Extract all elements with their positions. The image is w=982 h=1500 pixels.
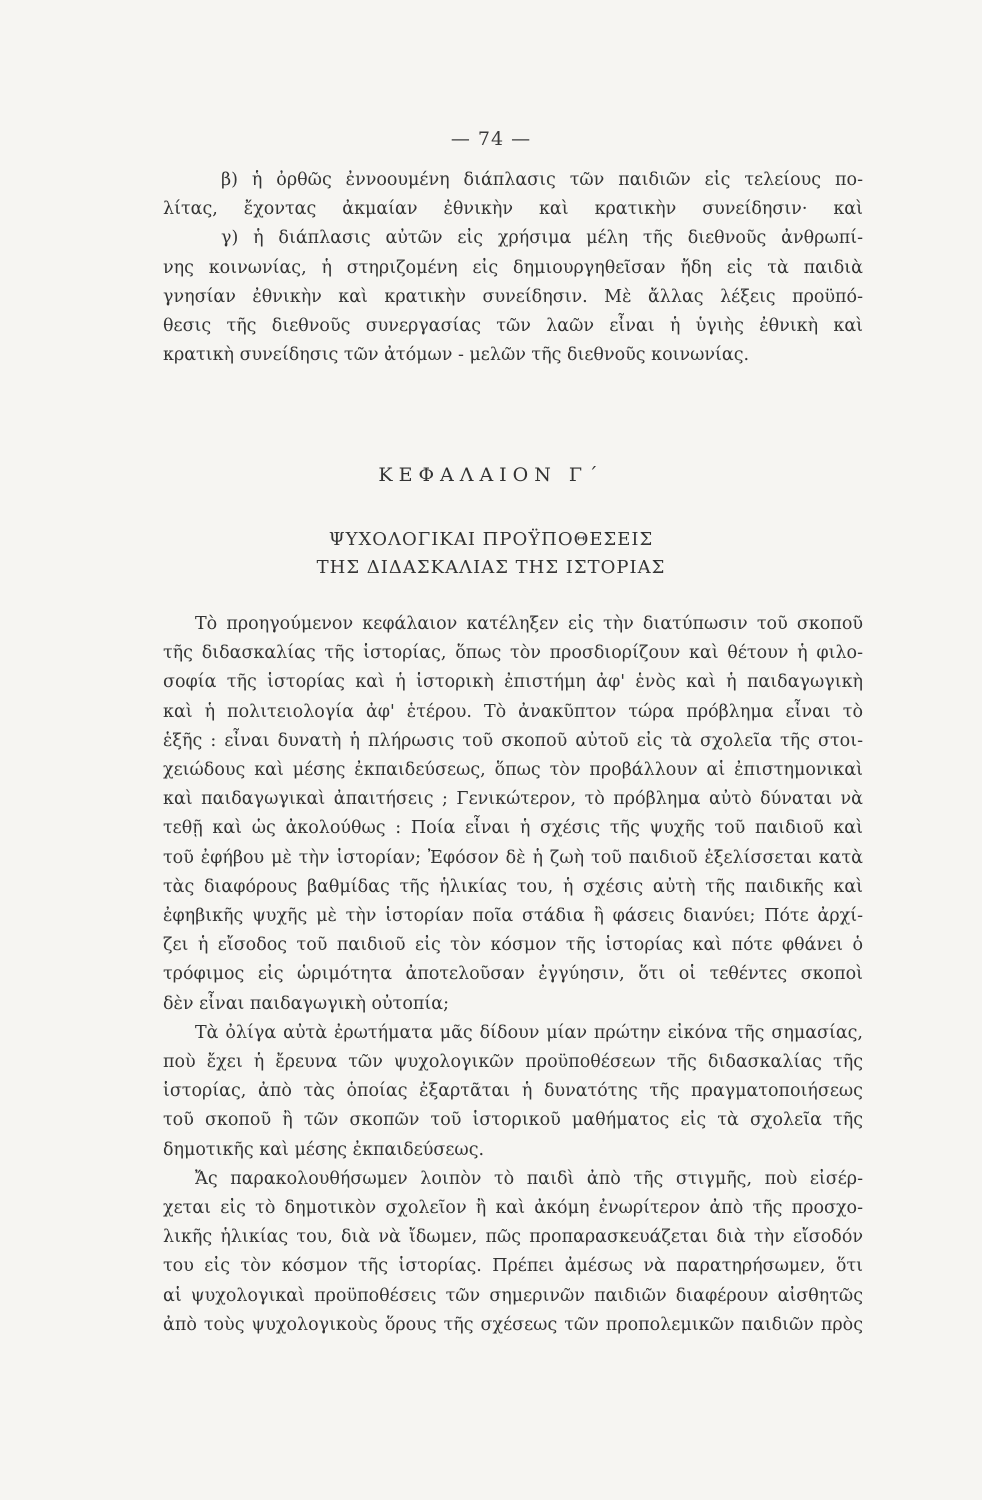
text-line: γ) ἡ διάπλασις αὐτῶν εἰς χρήσιμα μέλη τῆς διεθνοῦς ἀνθρωπί- xyxy=(221,228,863,249)
text-line: ἑξῆς : εἶναι δυνατὴ ἡ πλήρωσις τοῦ σκοποῦ αὐτοῦ εἰς τὰ σχολεῖα τῆς στοι- xyxy=(163,730,863,751)
body-text xyxy=(163,610,863,1340)
text-line: θεσις τῆς διεθνοῦς συνεργασίας τῶν λαῶν εἶναι ἡ ὑγιὴς ἐθνικὴ καὶ xyxy=(163,316,863,337)
text-line: τοῦ ἐφήβου μὲ τὴν ἱστορίαν; Ἐφόσον δὲ ἡ ζωὴ τοῦ παιδιοῦ ἐξελίσσεται κατὰ xyxy=(163,847,863,868)
text-line: ἀπὸ τοὺς ψυχολογικοὺς ὅρους τῆς σχέσεως τῶν προπολεμικῶν παιδιῶν πρὸς xyxy=(163,1314,863,1335)
text-line: λίτας, ἔχοντας ἀκμαίαν ἐθνικὴν καὶ κρατικὴν συνείδησιν· καὶ xyxy=(163,199,863,220)
text-line: τρόφιμος εἰς ὡριμότητα ἀποτελοῦσαν ἐγγύησιν, ὅτι οἱ τεθέντες σκοποὶ xyxy=(163,964,863,985)
text-line: κρατικὴ συνείδησις τῶν ἀτόμων - μελῶν τῆς διεθνοῦς κοινωνίας. xyxy=(163,345,750,366)
text-line: καὶ παιδαγωγικαὶ ἀπαιτήσεις ; Γενικώτερον, τὸ πρόβλημα αὐτὸ δύναται νὰ xyxy=(163,789,863,810)
text-line: λικῆς ἡλικίας του, διὰ νὰ ἴδωμεν, πῶς προπαρασκευάζεται διὰ τὴν εἴσοδόν xyxy=(163,1227,863,1248)
text-line: τοῦ σκοποῦ ἢ τῶν σκοπῶν τοῦ ἱστορικοῦ μαθήματος εἰς τὰ σχολεῖα τῆς xyxy=(163,1110,863,1131)
text-line: αἱ ψυχολογικαὶ προϋποθέσεις τῶν σημερινῶν παιδιῶν διαφέρουν αἰσθητῶς xyxy=(163,1285,863,1306)
text-line: γνησίαν ἐθνικὴν καὶ κρατικὴν συνείδησιν. Μὲ ἄλλας λέξεις προϋπό- xyxy=(163,286,863,307)
text-line: ἐφηβικῆς ψυχῆς μὲ τὴν ἱστορίαν ποῖα στάδια ἢ φάσεις διανύει; Πότε ἀρχί- xyxy=(163,906,863,927)
text-line: Τὸ προηγούμενον κεφάλαιον κατέληξεν εἰς τὴν διατύπωσιν τοῦ σκοποῦ xyxy=(195,614,863,634)
page-number: — 74 — xyxy=(450,128,532,150)
text-line: χειώδους καὶ μέσης ἐκπαιδεύσεως, ὅπως τὸν προβάλλουν αἱ ἐπιστημονικαὶ xyxy=(163,760,863,781)
text-line: χεται εἰς τὸ δημοτικὸν σχολεῖον ἢ καὶ ἀκόμη ἐνωρίτερον ἀπὸ τῆς προσχο- xyxy=(163,1198,863,1219)
text-line: δὲν εἶναι παιδαγωγικὴ οὐτοπία; xyxy=(163,993,449,1014)
text-line: σοφία τῆς ἱστορίας καὶ ἡ ἱστορικὴ ἐπιστήμη ἀφ' ἑνὸς καὶ ἡ παιδαγωγικὴ xyxy=(163,672,863,693)
chapter-title xyxy=(0,526,982,582)
text-line: ποὺ ἔχει ἡ ἔρευνα τῶν ψυχολογικῶν προϋποθέσεων τῆς διδασκαλίας τῆς xyxy=(163,1052,863,1073)
text-line: τὰς διαφόρους βαθμίδας τῆς ἡλικίας του, ἡ σχέσις αὐτὴ τῆς παιδικῆς καὶ xyxy=(163,876,863,897)
text-line: καὶ ἡ πολιτειολογία ἀφ' ἑτέρου. Τὸ ἀνακῦπτον τώρα πρόβλημα εἶναι τὸ xyxy=(163,701,863,722)
chapter-heading: ΚΕΦΑΛΑΙΟΝ Γ΄ xyxy=(378,464,604,486)
text-line: Ἄς παρακολουθήσωμεν λοιπὸν τὸ παιδὶ ἀπὸ τῆς στιγμῆς, ποὺ εἰσέρ- xyxy=(195,1168,863,1189)
text-line: ζει ἡ εἴσοδος τοῦ παιδιοῦ εἰς τὸν κόσμον τῆς ἱστορίας καὶ πότε φθάνει ὁ xyxy=(163,935,863,956)
text-line: του εἰς τὸν κόσμον τῆς ἱστορίας. Πρέπει ἀμέσως νὰ παρατηρήσωμεν, ὅτι xyxy=(163,1256,863,1277)
text-line: δημοτικῆς καὶ μέσης ἐκπαιδεύσεως. xyxy=(163,1139,485,1160)
intro-text xyxy=(163,166,863,370)
text-line: τῆς διδασκαλίας τῆς ἱστορίας, ὅπως τὸν προσδιορίζουν καὶ θέτουν ἡ φιλο- xyxy=(163,643,863,664)
chapter-title-line: ΤΗΣ ΔΙΔΑΣΚΑΛΙΑΣ ΤΗΣ ΙΣΤΟΡΙΑΣ xyxy=(316,557,666,578)
text-line: νης κοινωνίας, ἡ στηριζομένη εἰς δημιουργηθεῖσαν ἤδη εἰς τὰ παιδιὰ xyxy=(163,257,863,278)
text-line: ἱστορίας, ἀπὸ τὰς ὁποίας ἐξαρτᾶται ἡ δυνατότης τῆς πραγματοποιήσεως xyxy=(163,1081,863,1102)
text-line: Τὰ ὀλίγα αὐτὰ ἐρωτήματα μᾶς δίδουν μίαν πρώτην εἰκόνα τῆς σημασίας, xyxy=(195,1022,863,1043)
chapter-title-line: ΨΥΧΟΛΟΓΙΚΑΙ ΠΡΟΫΠΟΘΕΣΕΙΣ xyxy=(328,529,654,550)
text-line: β) ἡ ὀρθῶς ἐννοουμένη διάπλασις τῶν παιδιῶν εἰς τελείους πο- xyxy=(221,170,863,190)
text-line: τεθῇ καὶ ὡς ἀκολούθως : Ποία εἶναι ἡ σχέσις τῆς ψυχῆς τοῦ παιδιοῦ καὶ xyxy=(163,818,863,839)
